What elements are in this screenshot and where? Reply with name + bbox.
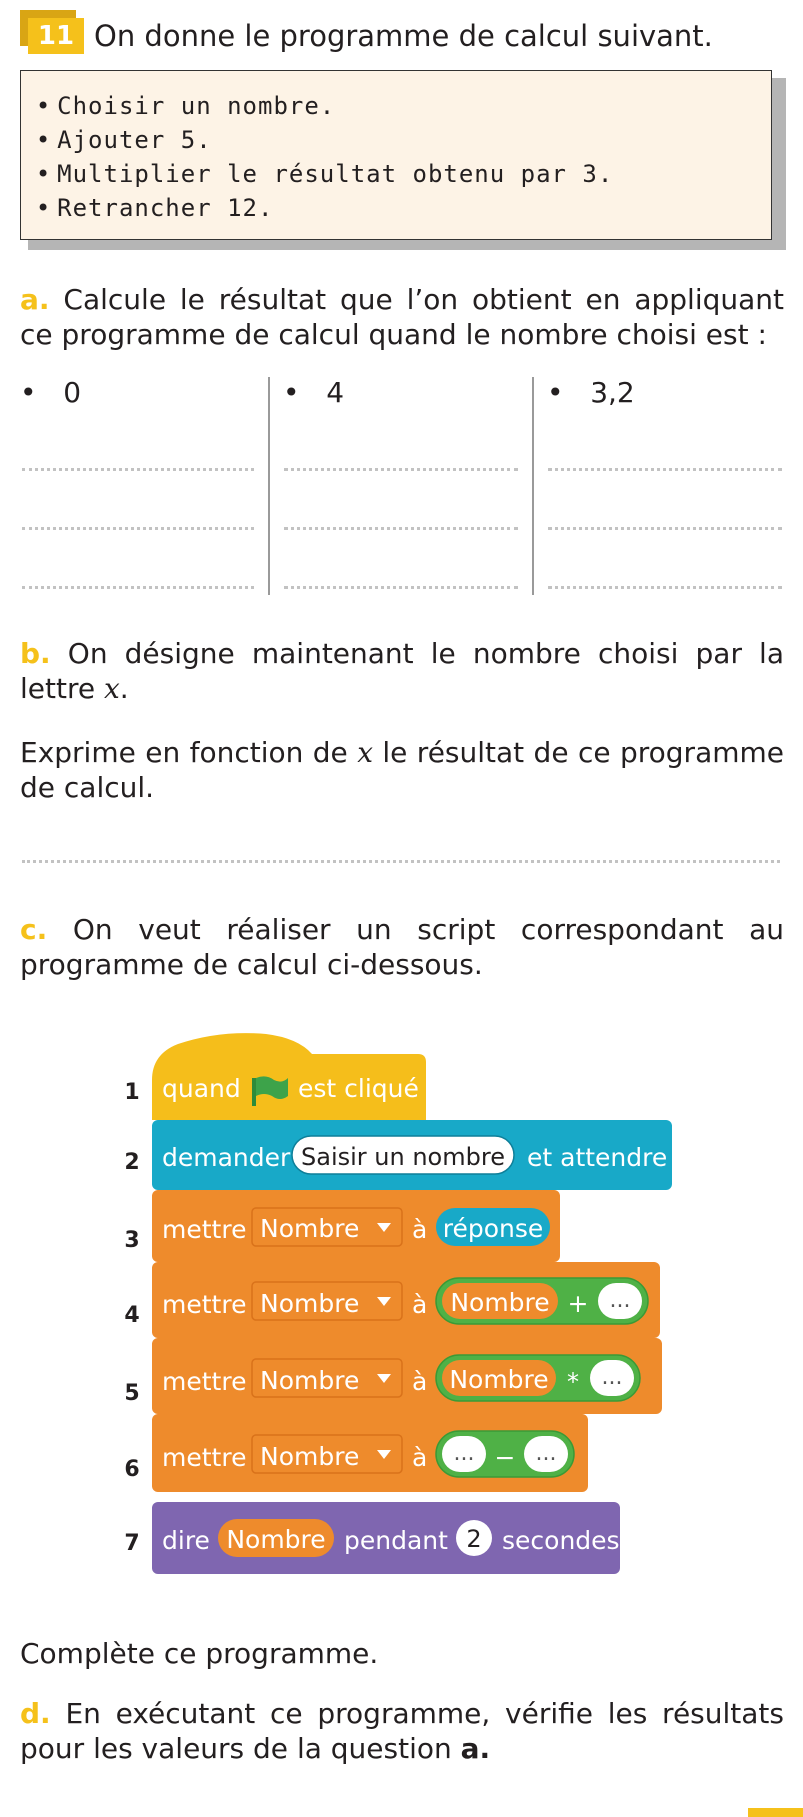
block-text: à (412, 1443, 428, 1472)
variable-reporter-label: Nombre (449, 1365, 549, 1394)
block-text: pendant (344, 1526, 448, 1555)
answer-line[interactable] (22, 527, 254, 530)
block-text: mettre (162, 1290, 247, 1319)
program-box (20, 70, 772, 240)
blank-slot-text: ... (535, 1441, 557, 1466)
question-a-letter: a. (20, 283, 50, 316)
column-separator (268, 377, 270, 595)
complete-instruction: Complète ce programme. (20, 1637, 379, 1670)
program-step: • Retrancher 12. (36, 191, 771, 225)
line-number: 5 (124, 1381, 140, 1406)
question-a-body: Calcule le résultat que l’on obtient en appliquant ce programme de calcul quand le nombre choisi est : (20, 283, 784, 351)
punct: . (119, 672, 129, 705)
value-0: 0 (63, 376, 82, 409)
question-d-letter: d. (20, 1697, 51, 1730)
program-steps-list (21, 71, 771, 225)
column-separator (532, 377, 534, 595)
answer-line[interactable] (22, 586, 254, 589)
block-text: dire (162, 1526, 210, 1555)
question-d-ref: a. (460, 1732, 491, 1765)
line-number: 6 (124, 1457, 140, 1482)
line-number: 2 (124, 1150, 140, 1175)
variable-x: x (357, 736, 373, 769)
block-text: mettre (162, 1215, 247, 1244)
express-end: le résultat de ce programme de calcul. (20, 736, 784, 804)
question-b-express (20, 735, 784, 805)
operator-symbol: − (494, 1443, 516, 1472)
block-text: à (412, 1215, 428, 1244)
variable-dropdown-label: Nombre (260, 1214, 360, 1243)
answer-line[interactable] (548, 586, 782, 589)
line-number: 3 (124, 1228, 140, 1253)
value-column-1: • 0 (20, 376, 82, 409)
variable-dropdown-label: Nombre (260, 1442, 360, 1471)
answer-line[interactable] (548, 527, 782, 530)
block-text: mettre (162, 1367, 247, 1396)
scratch-script (0, 1020, 803, 1580)
blank-slot-text: ... (601, 1365, 623, 1390)
block-text: est cliqué (298, 1074, 419, 1103)
question-b-body: On désigne maintenant le nombre choisi par la lettre (20, 637, 784, 705)
exercise-number-badge: 11 (28, 18, 84, 54)
program-step: • Multiplier le résultat obtenu par 3. (36, 157, 771, 191)
block-text: à (412, 1290, 428, 1319)
answer-line[interactable] (284, 586, 518, 589)
operator-symbol: * (567, 1368, 579, 1396)
exercise-intro: On donne le programme de calcul suivant. (94, 19, 713, 53)
variable-reporter-label: Nombre (450, 1288, 550, 1317)
program-step: • Choisir un nombre. (36, 89, 771, 123)
question-d-body: En exécutant ce programme, vérifie les résultats pour les valeurs de la question (20, 1697, 784, 1765)
answer-line[interactable] (548, 468, 782, 471)
block-text: et attendre (527, 1143, 668, 1172)
line-number: 4 (124, 1303, 140, 1328)
blank-slot-text: ... (453, 1441, 475, 1466)
question-c-text (20, 912, 784, 982)
line-number: 1 (124, 1080, 140, 1105)
operator-symbol: + (567, 1289, 589, 1318)
block-text: demander (162, 1143, 291, 1172)
question-c-body: On veut réaliser un script correspondant au programme de calcul ci-dessous. (20, 913, 785, 981)
blank-slot-text: ... (609, 1288, 631, 1313)
variable-dropdown-label: Nombre (260, 1366, 360, 1395)
answer-reporter-label: réponse (442, 1214, 544, 1243)
block-text: à (412, 1367, 428, 1396)
line-number: 7 (124, 1531, 140, 1556)
question-d-text (20, 1696, 784, 1766)
express-start: Exprime en fonction de (20, 736, 348, 769)
value-4: 4 (326, 376, 345, 409)
question-b-text (20, 636, 784, 706)
ask-prompt-text: Saisir un nombre (301, 1143, 505, 1171)
value-column-3: • 3,2 (547, 376, 635, 409)
question-c-letter: c. (20, 913, 48, 946)
variable-reporter-label: Nombre (226, 1525, 326, 1554)
seconds-value: 2 (466, 1525, 482, 1553)
block-text: mettre (162, 1443, 247, 1472)
answer-line[interactable] (284, 527, 518, 530)
value-column-2: • 4 (283, 376, 345, 409)
question-b-letter: b. (20, 637, 51, 670)
program-step: • Ajouter 5. (36, 123, 771, 157)
answer-line[interactable] (22, 860, 780, 863)
page-corner-tab (748, 1808, 803, 1817)
question-a-text (20, 282, 784, 352)
answer-line[interactable] (284, 468, 518, 471)
block-text: quand (162, 1074, 241, 1103)
answer-line[interactable] (22, 468, 254, 471)
variable-x: x (104, 672, 120, 705)
variable-dropdown-label: Nombre (260, 1289, 360, 1318)
block-text: secondes (502, 1526, 620, 1555)
value-3-2: 3,2 (590, 376, 635, 409)
